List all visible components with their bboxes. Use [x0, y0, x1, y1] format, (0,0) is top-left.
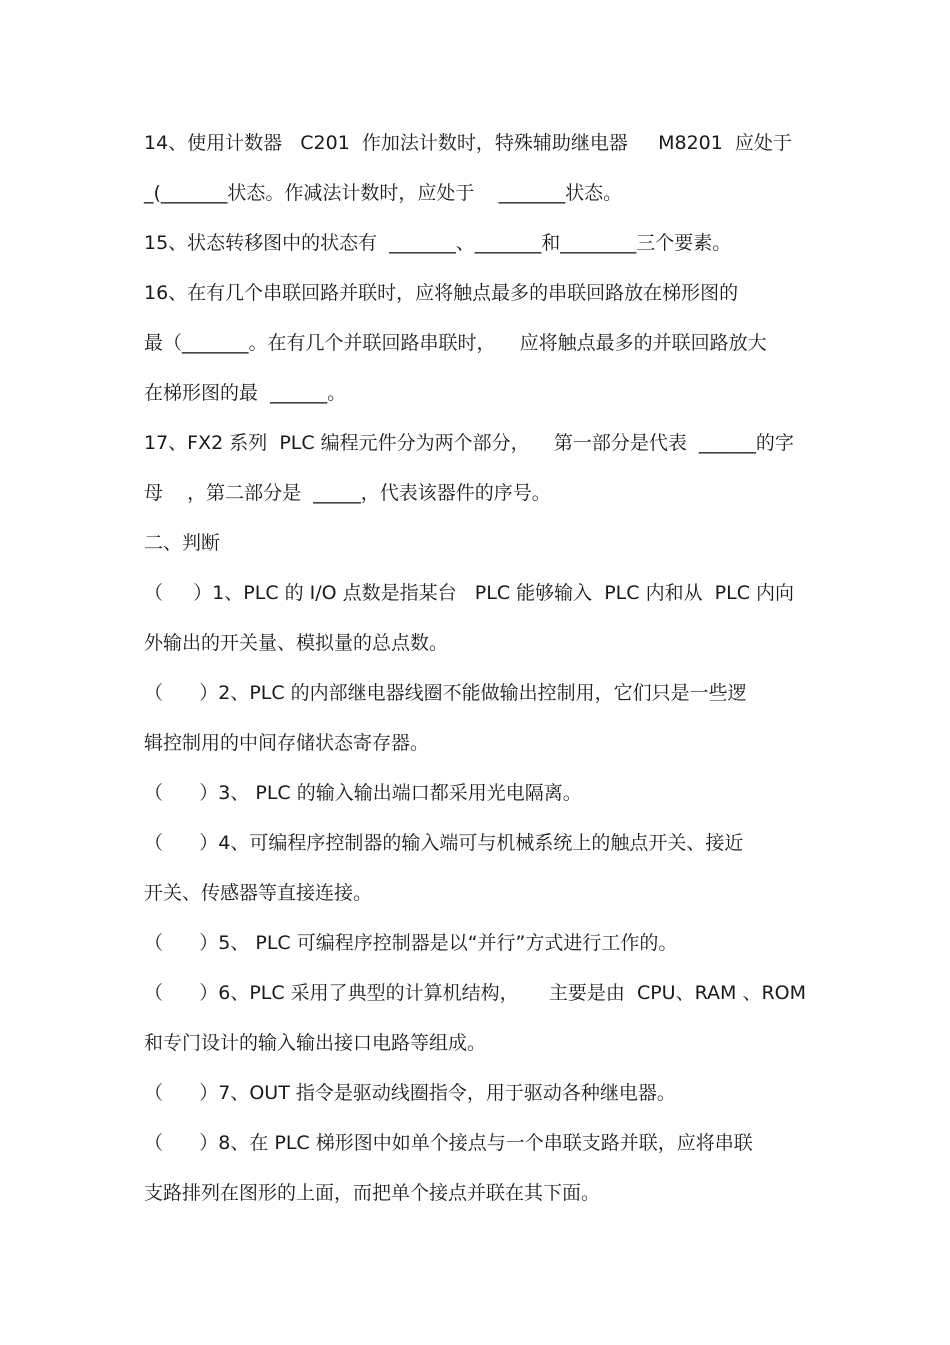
judgment-8-line-2: 支路排列在图形的上面，而把单个接点并联在其下面。 [144, 1182, 601, 1204]
judgment-8-line-1: （ ）8、在 PLC 梯形图中如单个接点与一个串联支路并联，应将串联 [144, 1132, 753, 1154]
question-17-line-2: 母 ，第二部分是 _____，代表该器件的序号。 [144, 482, 551, 504]
judgment-2-line-2: 辑控制用的中间存储状态寄存器。 [144, 732, 430, 754]
judgment-6-line-2: 和专门设计的输入输出接口电路等组成。 [144, 1032, 487, 1054]
question-14-line-1: 14、使用计数器 C201 作加法计数时，特殊辅助继电器 M8201 应处于 [144, 132, 792, 154]
judgment-1-line-2: 外输出的开关量、模拟量的总点数。 [144, 632, 449, 654]
judgment-7-line: （ ）7、OUT 指令是驱动线圈指令，用于驱动各种继电器。 [144, 1082, 676, 1104]
question-17-line-1: 17、FX2 系列 PLC 编程元件分为两个部分， 第一部分是代表 ______的字 [144, 432, 794, 454]
judgment-5-line: （ ）5、 PLC 可编程序控制器是以“并行”方式进行工作的。 [144, 932, 678, 954]
judgment-2-line-1: （ ）2、PLC 的内部继电器线圈不能做输出控制用，它们只是一些逻 [144, 682, 747, 704]
question-15-line: 15、状态转移图中的状态有 _______、_______和________三个要素。 [144, 232, 732, 254]
judgment-3-line: （ ）3、 PLC 的输入输出端口都采用光电隔离。 [144, 782, 582, 804]
judgment-4-line-2: 开关、传感器等直接连接。 [144, 882, 373, 904]
question-16-line-1: 16、在有几个串联回路并联时，应将触点最多的串联回路放在梯形图的 [144, 282, 739, 304]
question-16-line-2: 最（_______。在有几个并联回路串联时， 应将触点最多的并联回路放大 [144, 332, 767, 354]
judgment-4-line-1: （ ）4、可编程序控制器的输入端可与机械系统上的触点开关、接近 [144, 832, 744, 854]
judgment-6-line-1: （ ）6、PLC 采用了典型的计算机结构， 主要是由 CPU、RAM 、ROM [144, 982, 806, 1004]
question-16-line-3: 在梯形图的最 ______。 [144, 382, 347, 404]
judgment-1-line-1: （ ）1、PLC 的 I/O 点数是指某台 PLC 能够输入 PLC 内和从 PLC 内向 [144, 582, 794, 604]
question-14-line-2: _(_______状态。作减法计数时，应处于 _______状态。 [144, 182, 623, 204]
section-heading-judgment: 二、判断 [144, 532, 221, 554]
